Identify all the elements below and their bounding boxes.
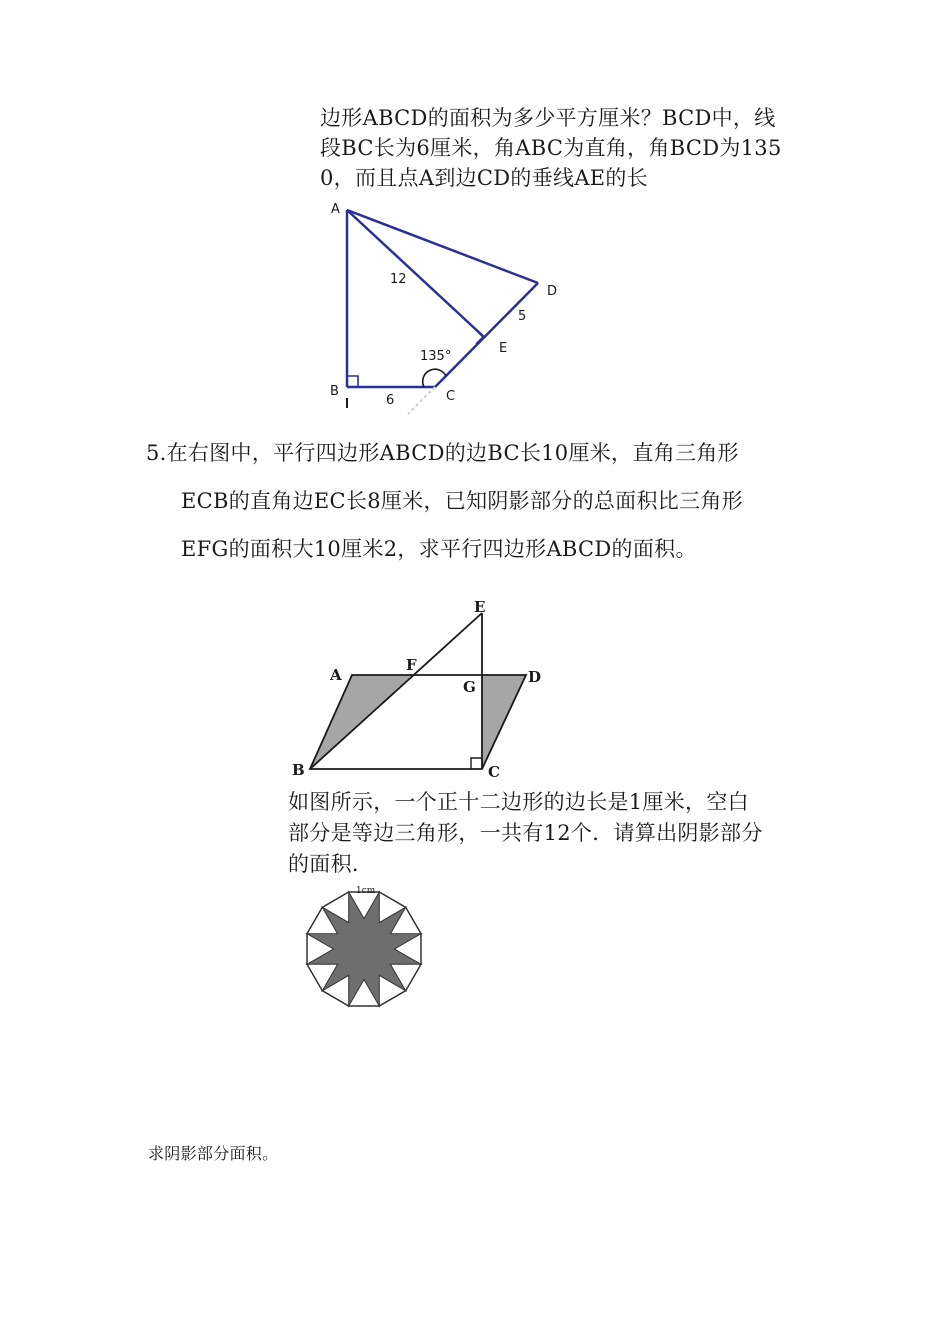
problem5-line-3: EFG的面积大10厘米2，求平行四边形ABCD的面积。 xyxy=(181,537,697,561)
length-bc: 6 xyxy=(386,393,395,408)
side-length-label: 1cm xyxy=(356,886,376,896)
problem6-line-3: 的面积. xyxy=(288,852,359,876)
label-f: F xyxy=(406,656,417,674)
length-ae: 12 xyxy=(390,272,407,287)
label-d: D xyxy=(528,668,542,686)
problem4-line-3: 0，而且点A到边CD的垂线AE的长 xyxy=(320,166,649,190)
label-e: E xyxy=(474,598,486,616)
problem4-line-1: 边形ABCD的面积为多少平方厘米？BCD中，线 xyxy=(320,106,776,130)
problem6-line-1: 如图所示，一个正十二边形的边长是1厘米，空白 xyxy=(288,790,749,814)
problem4-line-2: 段BC长为6厘米，角ABC为直角，角BCD为135 xyxy=(320,136,782,160)
label-c: C xyxy=(488,763,500,781)
length-ed: 5 xyxy=(518,309,527,324)
problem6-line-2: 部分是等边三角形，一共有12个．请算出阴影部分 xyxy=(288,821,763,845)
label-d: D xyxy=(547,284,558,299)
label-b: B xyxy=(292,761,305,779)
label-g: G xyxy=(463,678,476,696)
label-a: A xyxy=(331,202,340,217)
label-c: C xyxy=(446,389,456,404)
label-b: B xyxy=(330,384,339,399)
problem5-line-1: 5.在右图中，平行四边形ABCD的边BC长10厘米，直角三角形 xyxy=(146,441,739,465)
problem5-line-2: ECB的直角边EC长8厘米，已知阴影部分的总面积比三角形 xyxy=(181,489,743,513)
label-e: E xyxy=(499,341,508,356)
footer-text: 求阴影部分面积。 xyxy=(148,1144,279,1163)
angle-label: 135° xyxy=(420,349,452,364)
label-a: A xyxy=(330,666,342,684)
